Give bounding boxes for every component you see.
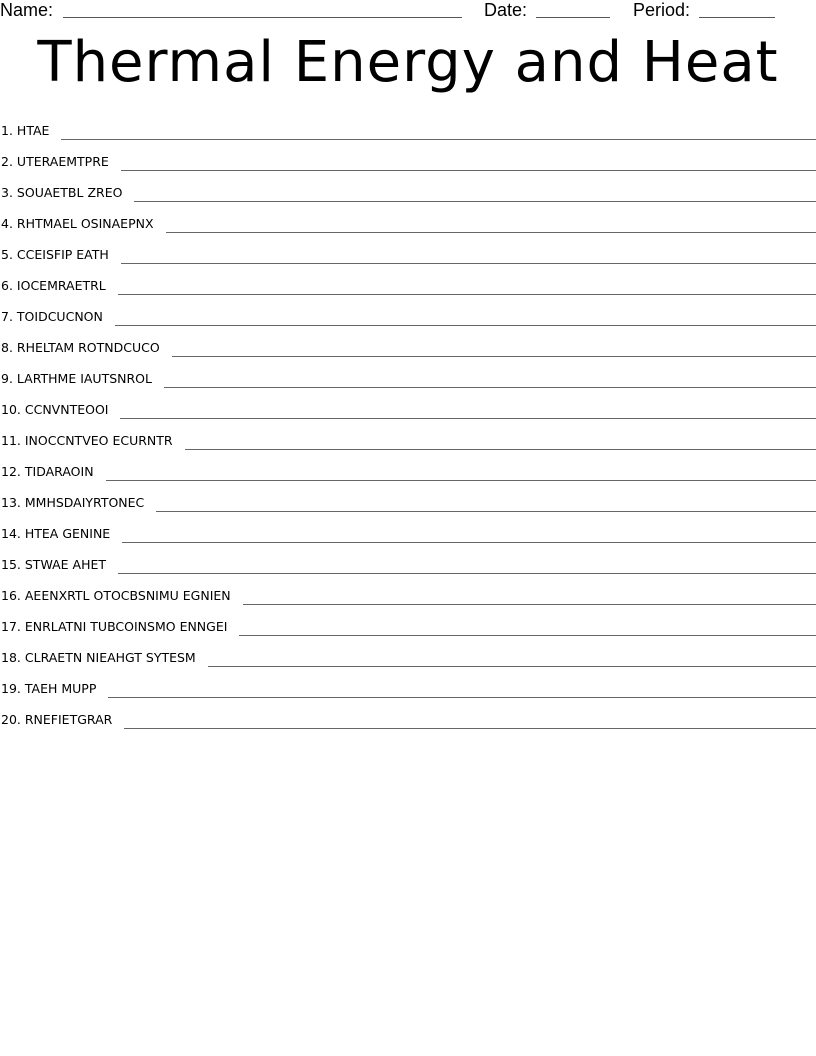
question-row xyxy=(0,451,816,482)
question-prompt xyxy=(0,462,106,482)
scrambled-word: STWAE AHET xyxy=(24,557,107,572)
question-prompt xyxy=(0,710,124,730)
question-row xyxy=(0,389,816,420)
answer-blank[interactable] xyxy=(121,170,816,171)
question-prompt xyxy=(0,121,61,141)
date-blank[interactable] xyxy=(536,17,610,18)
answer-blank[interactable] xyxy=(106,480,816,481)
question-row xyxy=(0,141,816,172)
scrambled-word: HTEA GENINE xyxy=(24,526,111,541)
answer-blank[interactable] xyxy=(172,356,816,357)
period-blank[interactable] xyxy=(699,17,775,18)
question-number: 11. xyxy=(1,433,21,448)
answer-blank[interactable] xyxy=(164,387,816,388)
question-prompt xyxy=(0,245,121,265)
answer-blank[interactable] xyxy=(122,542,816,543)
question-row xyxy=(0,606,816,637)
scrambled-word: MMHSDAIYRTONEC xyxy=(24,495,145,510)
question-number: 16. xyxy=(1,588,21,603)
question-row xyxy=(0,544,816,575)
question-number: 5. xyxy=(1,247,13,262)
question-prompt xyxy=(0,338,172,358)
question-prompt xyxy=(0,679,108,699)
question-number: 10. xyxy=(1,402,21,417)
question-row xyxy=(0,699,816,730)
question-number: 14. xyxy=(1,526,21,541)
name-blank[interactable] xyxy=(63,17,462,18)
question-number: 17. xyxy=(1,619,21,634)
question-number: 4. xyxy=(1,216,13,231)
question-row xyxy=(0,296,816,327)
name-label: Name: xyxy=(0,0,54,20)
question-row xyxy=(0,420,816,451)
answer-blank[interactable] xyxy=(156,511,816,512)
question-prompt xyxy=(0,400,120,420)
scrambled-word: UTERAEMTPRE xyxy=(16,154,109,169)
question-number: 3. xyxy=(1,185,13,200)
scrambled-word: CCEISFIP EATH xyxy=(16,247,109,262)
scrambled-word: ENRLATNI TUBCOINSMO ENNGEI xyxy=(24,619,228,634)
scrambled-word: HTAE xyxy=(16,123,50,138)
question-prompt xyxy=(0,617,239,637)
worksheet-header xyxy=(0,0,816,24)
question-number: 7. xyxy=(1,309,13,324)
scrambled-word: AEENXRTL OTOCBSNIMU EGNIEN xyxy=(24,588,231,603)
answer-blank[interactable] xyxy=(61,139,816,140)
question-prompt xyxy=(0,152,121,172)
question-row xyxy=(0,637,816,668)
question-prompt xyxy=(0,648,208,668)
scrambled-word: CLRAETN NIEAHGT SYTESM xyxy=(24,650,196,665)
scrambled-word: TIDARAOIN xyxy=(24,464,94,479)
question-number: 12. xyxy=(1,464,21,479)
answer-blank[interactable] xyxy=(118,294,816,295)
question-prompt xyxy=(0,586,243,606)
answer-blank[interactable] xyxy=(134,201,816,202)
question-row xyxy=(0,234,816,265)
question-prompt xyxy=(0,555,118,575)
answer-blank[interactable] xyxy=(239,635,816,636)
answer-blank[interactable] xyxy=(124,728,816,729)
answer-blank[interactable] xyxy=(208,666,816,667)
question-number: 1. xyxy=(1,123,13,138)
question-row xyxy=(0,513,816,544)
question-prompt xyxy=(0,493,156,513)
answer-blank[interactable] xyxy=(108,697,816,698)
question-row xyxy=(0,327,816,358)
scrambled-word: INOCCNTVEO ECURNTR xyxy=(24,433,173,448)
answer-blank[interactable] xyxy=(185,449,816,450)
question-row xyxy=(0,265,816,296)
question-row xyxy=(0,358,816,389)
date-label: Date: xyxy=(484,0,528,20)
question-number: 15. xyxy=(1,557,21,572)
question-row xyxy=(0,172,816,203)
scrambled-word: TOIDCUCNON xyxy=(16,309,103,324)
period-label: Period: xyxy=(633,0,691,20)
answer-blank[interactable] xyxy=(120,418,816,419)
question-row xyxy=(0,110,816,141)
question-number: 18. xyxy=(1,650,21,665)
scrambled-word: RNEFIETGRAR xyxy=(24,712,113,727)
question-number: 19. xyxy=(1,681,21,696)
question-row xyxy=(0,575,816,606)
question-prompt xyxy=(0,369,164,389)
scrambled-word: SOUAETBL ZREO xyxy=(16,185,123,200)
question-row xyxy=(0,668,816,699)
question-number: 20. xyxy=(1,712,21,727)
question-prompt xyxy=(0,307,115,327)
answer-blank[interactable] xyxy=(121,263,816,264)
question-prompt xyxy=(0,214,166,234)
scrambled-word: LARTHME IAUTSNROL xyxy=(16,371,152,386)
scrambled-word: CCNVNTEOOI xyxy=(24,402,109,417)
answer-blank[interactable] xyxy=(243,604,816,605)
answer-blank[interactable] xyxy=(166,232,816,233)
question-number: 9. xyxy=(1,371,13,386)
answer-blank[interactable] xyxy=(115,325,816,326)
question-list xyxy=(0,110,816,730)
question-number: 6. xyxy=(1,278,13,293)
worksheet-title: Thermal Energy and Heat xyxy=(37,30,779,95)
question-row xyxy=(0,482,816,513)
question-number: 8. xyxy=(1,340,13,355)
question-prompt xyxy=(0,276,118,296)
scrambled-word: IOCEMRAETRL xyxy=(16,278,106,293)
question-prompt xyxy=(0,431,185,451)
question-row xyxy=(0,203,816,234)
question-prompt xyxy=(0,183,134,203)
scrambled-word: RHELTAM ROTNDCUCO xyxy=(16,340,160,355)
scrambled-word: TAEH MUPP xyxy=(24,681,97,696)
question-number: 2. xyxy=(1,154,13,169)
question-prompt xyxy=(0,524,122,544)
scrambled-word: RHTMAEL OSINAEPNX xyxy=(16,216,154,231)
question-number: 13. xyxy=(1,495,21,510)
answer-blank[interactable] xyxy=(118,573,816,574)
